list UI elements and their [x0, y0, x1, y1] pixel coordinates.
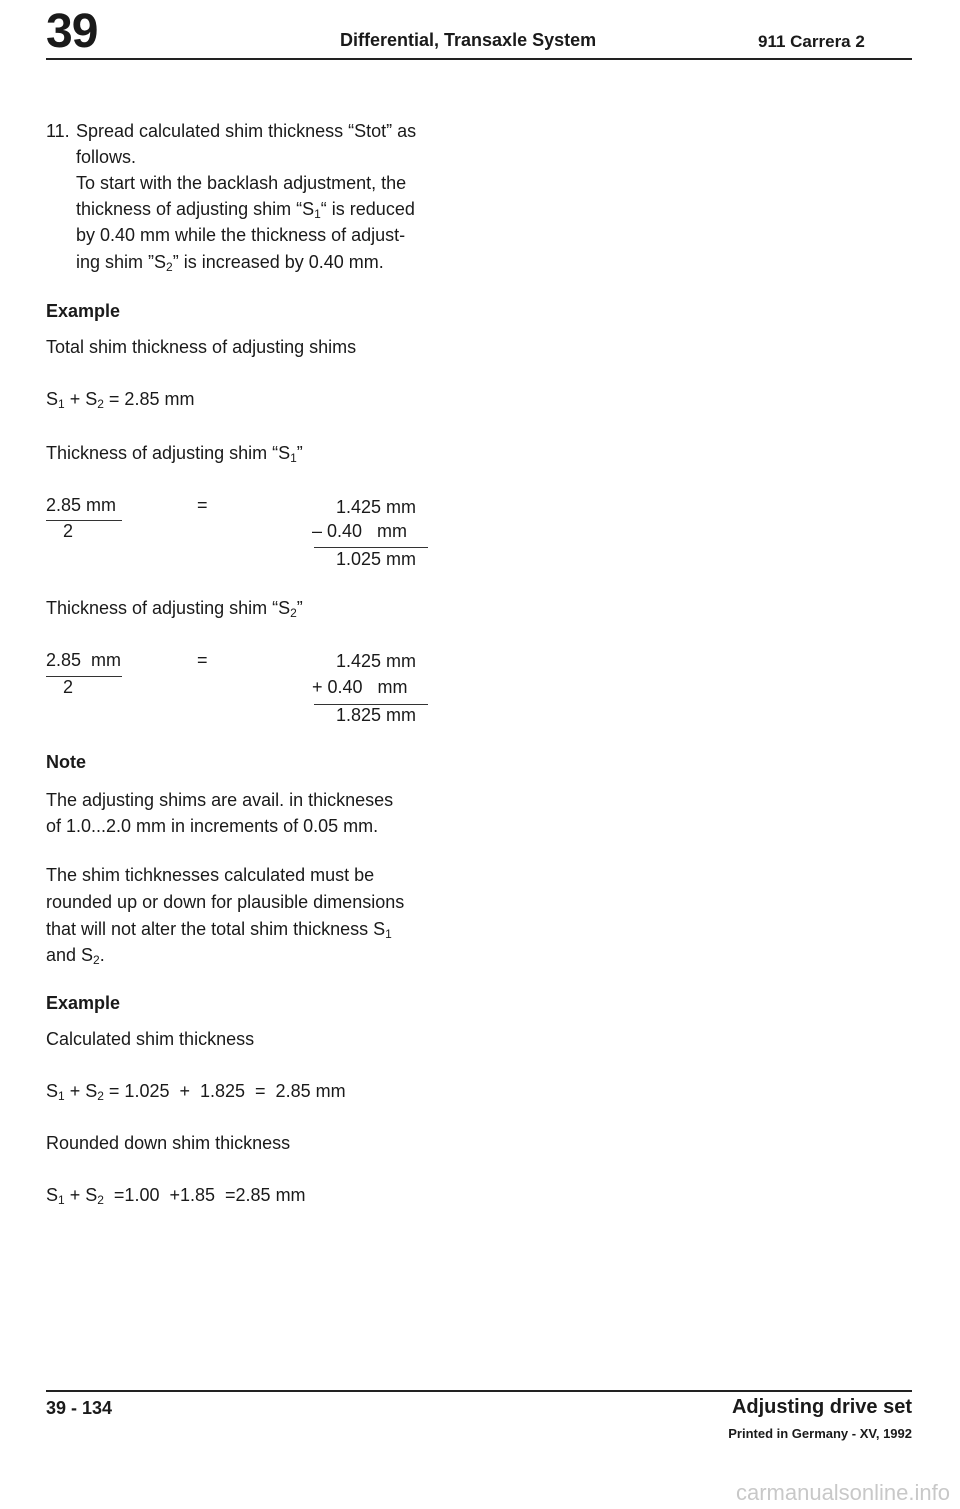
example-heading-1: Example: [46, 301, 121, 321]
s1-numerator: 2.85 mm: [46, 495, 117, 515]
s2-equals: =: [197, 650, 208, 670]
footer-rule: [46, 1390, 912, 1392]
page-number: 39 - 134: [46, 1398, 113, 1418]
s1-result: 1.025 mm: [336, 549, 417, 569]
note-line-5: that will not alter the total shim thickness $S_1$: [46, 919, 392, 941]
s2-value-2: + 0.40 mm: [312, 677, 408, 697]
step-line-2: follows.: [76, 147, 137, 167]
s2-result: 1.825 mm: [336, 705, 417, 725]
header-rule: [46, 58, 912, 60]
note-line-1: The adjusting shims are avail. in thickneses: [46, 790, 394, 810]
s1-equals: =: [197, 495, 208, 515]
step-line-4: thickness of adjusting shim “$S_1“$ is reduced: [76, 199, 415, 221]
header-title: Differential, Transaxle System: [340, 30, 597, 50]
note-line-2: of 1.0...2.0 mm in increments of 0.05 mm.: [46, 816, 379, 836]
s2-label: Thickness of adjusting shim “$S_2$”: [46, 598, 303, 620]
note-line-6: and $S_2$.: [46, 945, 105, 967]
s1-denominator: 2: [63, 521, 74, 541]
watermark: carmanualsonline.info: [735, 1480, 950, 1505]
calculated-sum: $S_1 + S_2 = 1.025 + 1.825 = 2.85$ mm: [46, 1081, 346, 1103]
s2-value-1: 1.425 mm: [336, 651, 417, 671]
step-number: 11.: [46, 121, 70, 141]
total-shim-sum: $S_1 + S_2 = 2.85$ mm: [46, 389, 195, 411]
chapter-number: 39: [46, 5, 98, 58]
rounded-sum: $S_1 + S_2 =1.00 +1.85 =2.85$ mm: [46, 1185, 306, 1207]
s2-fraction-bar: [46, 676, 122, 677]
footer-section-title: Adjusting drive set: [731, 1396, 912, 1418]
header-model: 911 Carrera 2: [758, 32, 865, 51]
rounded-label: Rounded down shim thickness: [46, 1133, 291, 1153]
s2-numerator: 2.85 mm: [46, 650, 122, 670]
s1-fraction-bar: [46, 520, 122, 521]
note-line-3: The shim tichknesses calculated must be: [46, 865, 375, 885]
step-line-6: ing shim $”S_2$” is increased by 0.40 mm.: [76, 252, 384, 274]
total-shim-label: Total shim thickness of adjusting shims: [46, 337, 357, 357]
s1-label: Thickness of adjusting shim “$S_1$”: [46, 443, 303, 465]
s1-value-1: 1.425 mm: [336, 497, 417, 517]
s2-denominator: 2: [63, 677, 74, 697]
step-line-3: To start with the backlash adjustment, the: [76, 173, 407, 193]
footer-print-info: Printed in Germany - XV, 1992: [728, 1426, 912, 1441]
step-line-1: Spread calculated shim thickness “Stot” as: [76, 121, 417, 141]
example-heading-2: Example: [46, 993, 121, 1013]
note-heading: Note: [46, 752, 86, 772]
note-line-4: rounded up or down for plausible dimensions: [46, 892, 405, 912]
s1-value-2: – 0.40 mm: [312, 521, 408, 541]
calculated-label: Calculated shim thickness: [46, 1029, 255, 1049]
step-line-5: by 0.40 mm while the thickness of adjust-: [76, 225, 406, 245]
